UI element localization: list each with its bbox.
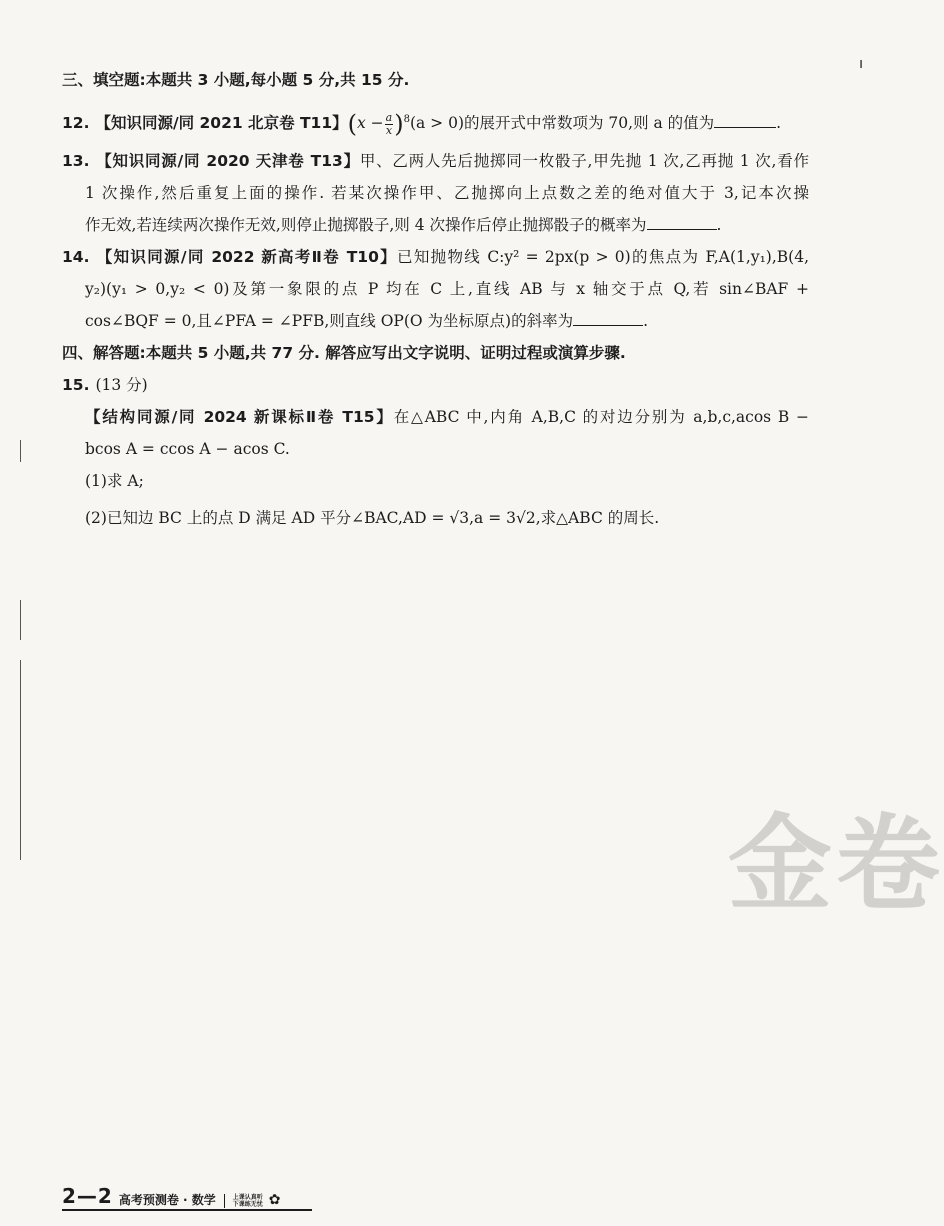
question-number: 12. bbox=[62, 114, 90, 133]
question-source: 【知识同源/同 2021 北京卷 T11】 bbox=[95, 114, 348, 133]
question-14-line-3 bbox=[85, 311, 809, 331]
question-text: 在△ABC 中,内角 A,B,C 的对边分别为 a,b,c,acos B − bbox=[393, 408, 809, 426]
math-paren: ) bbox=[394, 110, 404, 139]
question-15-part-1: (1)求 A; bbox=[85, 472, 144, 490]
margin-mark bbox=[20, 440, 21, 462]
corner-mark: ı bbox=[859, 56, 863, 72]
question-source: 【知识同源/同 2020 天津卷 T13】 bbox=[95, 152, 360, 170]
math-paren: ( bbox=[347, 110, 357, 139]
section-heading-fill-in: 三、填空题:本题共 3 小题,每小题 5 分,共 15 分. bbox=[62, 71, 410, 89]
question-14-line-2: y₂)(y₁ > 0,y₂ < 0)及第一象限的点 P 均在 C 上,直线 AB 与 x 轴交于点 Q,若 sin∠BAF + bbox=[85, 280, 809, 298]
answer-blank bbox=[647, 215, 717, 230]
question-14-line-1 bbox=[62, 247, 809, 267]
question-15-line-2: bcos A = ccos A − acos C. bbox=[85, 440, 290, 458]
question-source: 【结构同源/同 2024 新课标Ⅱ卷 T15】 bbox=[85, 408, 394, 426]
footer-rule bbox=[62, 1209, 312, 1211]
question-12 bbox=[62, 110, 809, 137]
mascot-icon: ✿ bbox=[268, 1192, 281, 1208]
answer-blank bbox=[573, 311, 643, 326]
footer-divider bbox=[224, 1194, 225, 1208]
section-heading-solutions: 四、解答题:本题共 5 小题,共 77 分. 解答应写出文字说明、证明过程或演算步骤. bbox=[62, 344, 626, 362]
question-15-header bbox=[62, 375, 809, 395]
question-end: . bbox=[776, 114, 782, 133]
question-end: . bbox=[716, 216, 722, 234]
watermark: 金卷 bbox=[728, 802, 944, 925]
math-expression: x − bbox=[356, 114, 384, 133]
question-text: 已知抛物线 C:y² = 2px(p > 0)的焦点为 F,A(1,y₁),B(4, bbox=[397, 248, 810, 266]
question-13-line-3 bbox=[85, 215, 809, 235]
margin-mark bbox=[20, 600, 21, 640]
footer-slogan: 上课认真听 下课练无忧 bbox=[232, 1194, 263, 1208]
question-text: 作无效,若连续两次操作无效,则停止抛掷骰子,则 4 次操作后停止抛掷骰子的概率为 bbox=[85, 216, 647, 234]
question-text: 甲、乙两人先后抛掷同一枚骰子,甲先抛 1 次,乙再抛 1 次,看作 bbox=[359, 152, 809, 170]
question-text: (a > 0)的展开式中常数项为 70,则 a 的值为 bbox=[409, 114, 715, 133]
question-13-line-1 bbox=[62, 151, 809, 171]
question-number: 13. bbox=[62, 152, 90, 170]
question-points: (13 分) bbox=[95, 376, 148, 394]
question-number: 15. bbox=[62, 376, 90, 394]
question-13-line-2: 1 次操作,然后重复上面的操作. 若某次操作甲、乙抛掷向上点数之差的绝对值大于 3,记本次操 bbox=[85, 184, 809, 202]
math-exponent: 8 bbox=[403, 114, 410, 125]
question-text: cos∠BQF = 0,且∠PFA = ∠PFB,则直线 OP(O 为坐标原点)的斜率为 bbox=[85, 312, 574, 330]
question-number: 14. bbox=[62, 248, 90, 266]
question-source: 【知识同源/同 2022 新高考Ⅱ卷 T10】 bbox=[95, 248, 397, 266]
page-number: 2—2 bbox=[62, 1184, 113, 1208]
question-end: . bbox=[643, 312, 649, 330]
answer-blank bbox=[714, 113, 776, 128]
question-15-line-1 bbox=[85, 407, 809, 427]
question-15-part-2: (2)已知边 BC 上的点 D 满足 AD 平分∠BAC,AD = √3,a = 3√2,求△ABC 的周长. bbox=[85, 509, 660, 527]
page-footer bbox=[62, 1184, 281, 1208]
margin-mark bbox=[20, 660, 21, 860]
book-title: 高考预测卷 · 数学 bbox=[118, 1193, 216, 1207]
math-fraction: $\frac{a}{x}$ bbox=[385, 110, 393, 137]
